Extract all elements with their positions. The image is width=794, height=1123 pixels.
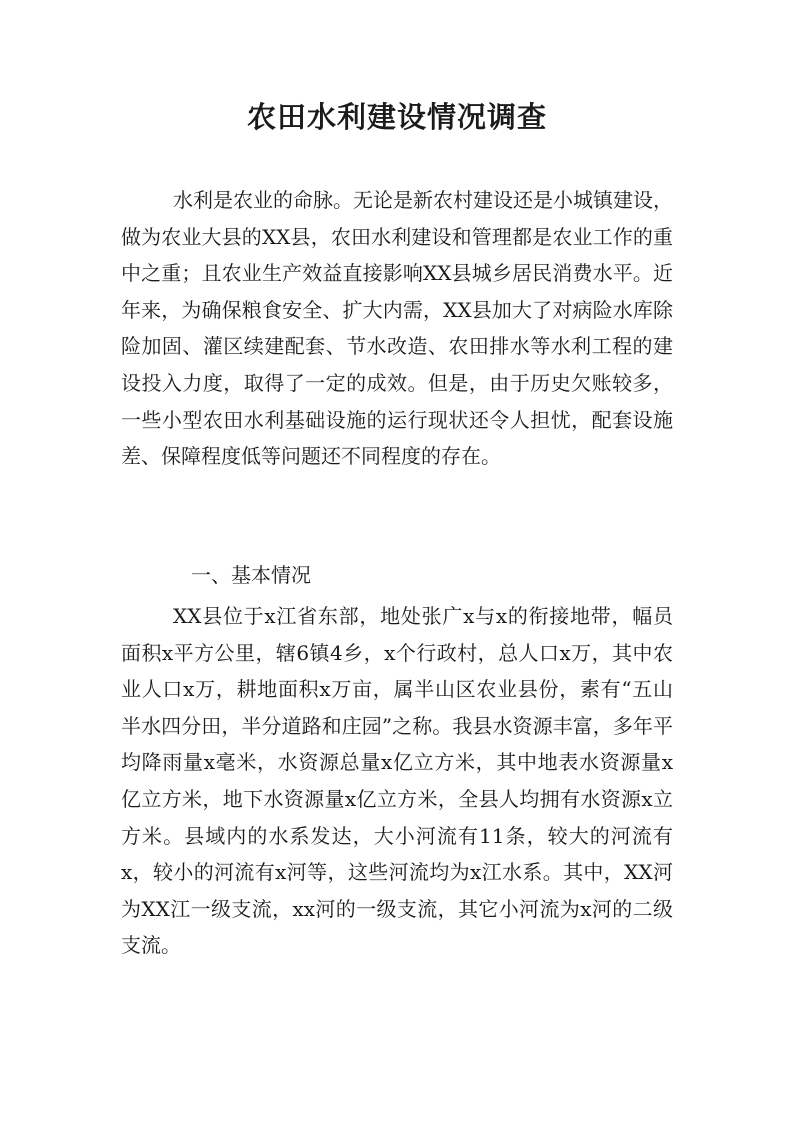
basic-situation-paragraph: XX县位于x江省东部，地处张广x与x的衔接地带，幅员面积x平方公里，辖6镇4乡，x个行政村，总人口x万，其中农业人口x万，耕地面积x万亩，属半山区农业县份，素有“五山半水四分田，半分道路和庄园”之称。我县水资源丰富，多年平均降雨量x毫米，水资源总量x亿立方米，其中地表水资源量x亿立方米，地下水资源量x亿立方米，全县人均拥有水资源x立方米。县域内的水系发达，大小河流有11条，较大的河流有x，较小的河流有x河等，这些河流均为x江水系。其中，XX河为XX江一级支流，xx河的一级支流，其它小河流为x河的二级支流。 (121, 604, 673, 958)
intro-paragraph: 水利是农业的命脉。无论是新农村建设还是小城镇建设，做为农业大县的XX县，农田水利建设和管理都是农业工作的重中之重；且农业生产效益直接影响XX县城乡居民消费水平。近年来，为确保粮食安全、扩大内需，XX县加大了对病险水库除险加固、灌区续建配套、节水改造、农田排水等水利工程的建设投入力度，取得了一定的成效。但是，由于历史欠账较多，一些小型农田水利基础设施的运行现状还令人担忧，配套设施差、保障程度低等问题还不同程度的存在。 (121, 188, 673, 469)
section-heading-basic-situation: 一、基本情况 (191, 563, 311, 587)
document-title: 农田水利建设情况调查 (246, 100, 547, 134)
